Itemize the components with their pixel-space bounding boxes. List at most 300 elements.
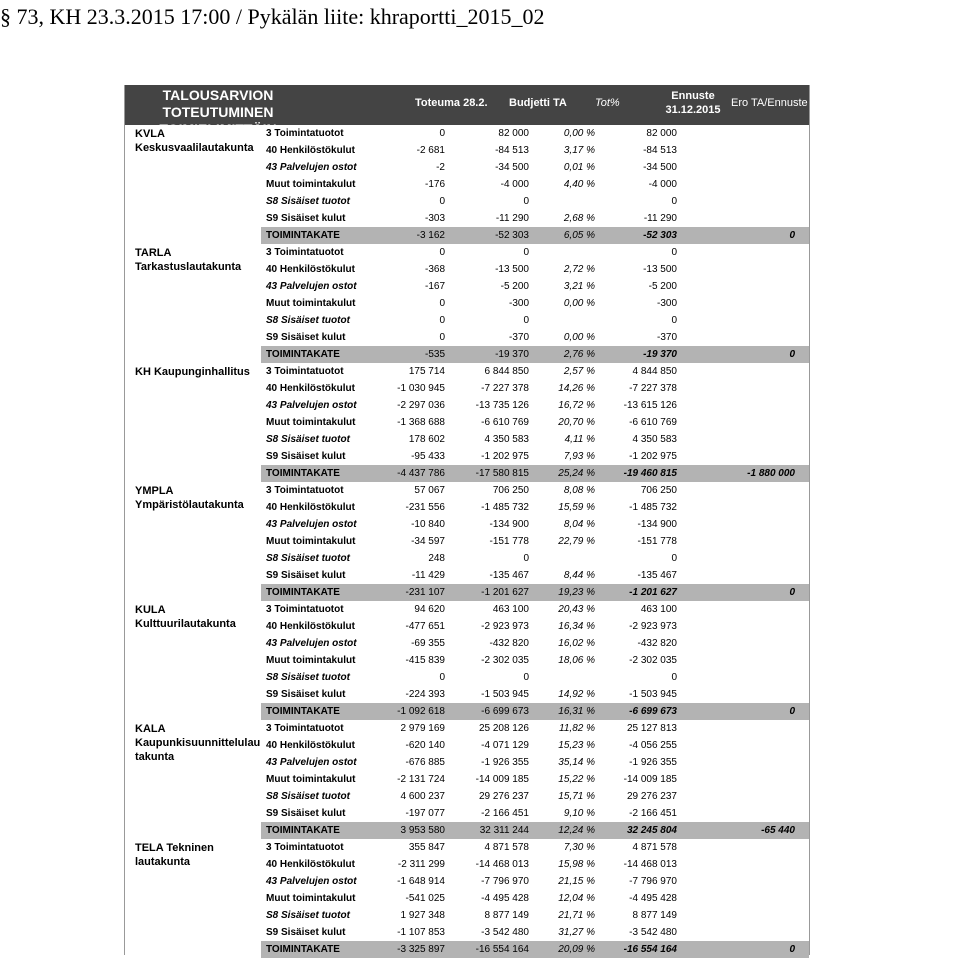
- row-label: Muut toimintakulut: [266, 179, 356, 190]
- column-header-ero: Ero TA/Ennuste: [731, 97, 808, 109]
- table-row: [261, 669, 809, 686]
- cell-ero: -65 440: [761, 825, 795, 836]
- row-label: 40 Henkilöstökulut: [266, 740, 355, 751]
- cell-budjetti: -4 071 129: [481, 740, 529, 751]
- unit-name-line1: KH Kaupunginhallitus: [135, 366, 250, 378]
- column-header-tot: Tot%: [595, 97, 620, 109]
- column-header-budjetti: Budjetti TA: [509, 97, 567, 109]
- cell-ennuste: -1 202 975: [629, 451, 677, 462]
- cell-toteuma: -3 325 897: [397, 944, 445, 955]
- table-row: [261, 295, 809, 312]
- cell-ennuste: -4 056 255: [629, 740, 677, 751]
- cell-budjetti: 4 871 578: [484, 842, 529, 853]
- table-row: [261, 244, 809, 261]
- cell-tot: 21,71 %: [558, 910, 595, 921]
- cell-ennuste: -14 468 013: [623, 859, 677, 870]
- table-row: [261, 210, 809, 227]
- table-row: [261, 397, 809, 414]
- cell-ennuste: -135 467: [637, 570, 677, 581]
- row-label: 40 Henkilöstökulut: [266, 383, 355, 394]
- cell-ennuste: -370: [656, 332, 677, 343]
- cell-budjetti: -13 735 126: [475, 400, 529, 411]
- cell-tot: 12,04 %: [558, 893, 595, 904]
- cell-toteuma: 178 602: [408, 434, 445, 445]
- cell-budjetti: -17 580 815: [475, 468, 529, 479]
- cell-toteuma: -167: [424, 281, 445, 292]
- cell-tot: 7,93 %: [563, 451, 595, 462]
- cell-ennuste: 0: [671, 672, 677, 683]
- table-row: [261, 142, 809, 159]
- cell-ennuste: -16 554 164: [623, 944, 677, 955]
- cell-budjetti: 8 877 149: [484, 910, 529, 921]
- unit-name-line2: Ympäristölautakunta: [135, 499, 244, 511]
- unit-name: [135, 841, 255, 869]
- row-label: 3 Toimintatuotot: [266, 604, 344, 615]
- unit-name-line1: KULA: [135, 604, 166, 616]
- row-label: 43 Palvelujen ostot: [266, 400, 357, 411]
- table-row: [261, 499, 809, 516]
- cell-budjetti: -4 495 428: [481, 893, 529, 904]
- table-row: [261, 193, 809, 210]
- cell-toteuma: -4 437 786: [397, 468, 445, 479]
- cell-toteuma: -477 651: [405, 621, 445, 632]
- cell-ero: 0: [789, 349, 795, 360]
- cell-budjetti: -2 923 973: [481, 621, 529, 632]
- cell-tot: 7,30 %: [563, 842, 595, 853]
- cell-budjetti: 6 844 850: [484, 366, 529, 377]
- cell-toteuma: -1 648 914: [397, 876, 445, 887]
- cell-ennuste: -19 460 815: [623, 468, 677, 479]
- cell-ennuste: -1 926 355: [629, 757, 677, 768]
- cell-budjetti: -3 542 480: [481, 927, 529, 938]
- row-label: S9 Sisäiset kulut: [266, 808, 346, 819]
- cell-toteuma: -69 355: [411, 638, 445, 649]
- cell-ennuste: -2 302 035: [629, 655, 677, 666]
- cell-ennuste: -13 615 126: [623, 400, 677, 411]
- cell-toteuma: -224 393: [405, 689, 445, 700]
- cell-ennuste: -19 370: [643, 349, 677, 360]
- cell-budjetti: -16 554 164: [475, 944, 529, 955]
- row-label: TOIMINTAKATE: [266, 468, 340, 479]
- cell-budjetti: 4 350 583: [484, 434, 529, 445]
- cell-ennuste: 4 871 578: [632, 842, 677, 853]
- cell-toteuma: 0: [439, 332, 445, 343]
- cell-budjetti: 0: [523, 315, 529, 326]
- table-title-line2: TOIMIELIMITTÄIN: [159, 121, 277, 137]
- row-label: S9 Sisäiset kulut: [266, 332, 346, 343]
- row-label: 40 Henkilöstökulut: [266, 502, 355, 513]
- cell-toteuma: -2 297 036: [397, 400, 445, 411]
- row-label: 43 Palvelujen ostot: [266, 876, 357, 887]
- row-label: 3 Toimintatuotot: [266, 128, 344, 139]
- table-row: [261, 805, 809, 822]
- table-row: [261, 380, 809, 397]
- row-label: S8 Sisäiset tuotot: [266, 553, 350, 564]
- cell-toteuma: -620 140: [405, 740, 445, 751]
- cell-tot: 15,71 %: [558, 791, 595, 802]
- cell-ennuste: -7 796 970: [629, 876, 677, 887]
- cell-tot: 2,57 %: [563, 366, 595, 377]
- unit-name: [135, 484, 255, 512]
- cell-toteuma: 0: [439, 672, 445, 683]
- table-row: [261, 431, 809, 448]
- cell-tot: 20,70 %: [558, 417, 595, 428]
- cell-toteuma: -95 433: [411, 451, 445, 462]
- row-label: S8 Sisäiset tuotot: [266, 315, 350, 326]
- cell-toteuma: 175 714: [408, 366, 445, 377]
- cell-ennuste: -300: [656, 298, 677, 309]
- row-label: S8 Sisäiset tuotot: [266, 791, 350, 802]
- cell-tot: 8,04 %: [563, 519, 595, 530]
- cell-ennuste: 0: [671, 196, 677, 207]
- cell-ennuste: 8 877 149: [632, 910, 677, 921]
- cell-tot: 0,01 %: [563, 162, 595, 173]
- unit-name-line2: Kaupunkisuunnittelulau takunta: [135, 737, 261, 763]
- cell-ero: 0: [789, 706, 795, 717]
- cell-tot: 21,15 %: [558, 876, 595, 887]
- cell-tot: 15,23 %: [558, 740, 595, 751]
- cell-budjetti: 706 250: [492, 485, 529, 496]
- row-label: S8 Sisäiset tuotot: [266, 434, 350, 445]
- row-label: 40 Henkilöstökulut: [266, 859, 355, 870]
- cell-budjetti: -1 201 627: [481, 587, 529, 598]
- row-label: Muut toimintakulut: [266, 417, 356, 428]
- cell-budjetti: 25 208 126: [478, 723, 529, 734]
- row-label: 43 Palvelujen ostot: [266, 281, 357, 292]
- cell-budjetti: -1 503 945: [481, 689, 529, 700]
- cell-ennuste: -1 485 732: [629, 502, 677, 513]
- cell-tot: 0,00 %: [563, 298, 595, 309]
- cell-ennuste: -3 542 480: [629, 927, 677, 938]
- cell-toteuma: 0: [439, 128, 445, 139]
- table-row: [261, 771, 809, 788]
- cell-tot: 0,00 %: [563, 128, 595, 139]
- cell-toteuma: -197 077: [405, 808, 445, 819]
- cell-toteuma: -176: [424, 179, 445, 190]
- cell-tot: 4,40 %: [563, 179, 595, 190]
- cell-ero: 0: [789, 230, 795, 241]
- cell-budjetti: -7 796 970: [481, 876, 529, 887]
- cell-toteuma: -1 368 688: [397, 417, 445, 428]
- page-header: § 73, KH 23.3.2015 17:00 / Pykälän liite: khraportti_2015_02: [0, 4, 545, 29]
- unit-name: [135, 365, 255, 379]
- cell-budjetti: 0: [523, 672, 529, 683]
- cell-budjetti: -2 166 451: [481, 808, 529, 819]
- cell-ennuste: -4 000: [648, 179, 677, 190]
- cell-ero: 0: [789, 944, 795, 955]
- cell-toteuma: 4 600 237: [400, 791, 445, 802]
- cell-budjetti: -5 200: [500, 281, 529, 292]
- table-row: [261, 839, 809, 856]
- cell-tot: 16,34 %: [558, 621, 595, 632]
- table-row: [261, 652, 809, 669]
- table-row: [261, 516, 809, 533]
- budget-table: [124, 85, 810, 955]
- cell-budjetti: -7 227 378: [481, 383, 529, 394]
- cell-budjetti: 0: [523, 553, 529, 564]
- table-row-total: [261, 465, 809, 482]
- cell-toteuma: -34 597: [411, 536, 445, 547]
- row-label: S8 Sisäiset tuotot: [266, 910, 350, 921]
- cell-toteuma: -1 092 618: [397, 706, 445, 717]
- cell-budjetti: -370: [508, 332, 529, 343]
- cell-toteuma: 57 067: [414, 485, 445, 496]
- row-label: TOIMINTAKATE: [266, 230, 340, 241]
- column-header-ennuste: [661, 89, 725, 117]
- table-row-total: [261, 703, 809, 720]
- table-row: [261, 125, 809, 142]
- unit-name-line2: Kulttuurilautakunta: [135, 618, 236, 630]
- cell-budjetti: -1 926 355: [481, 757, 529, 768]
- cell-ennuste: -13 500: [643, 264, 677, 275]
- table-row: [261, 720, 809, 737]
- cell-ennuste: 706 250: [640, 485, 677, 496]
- cell-ennuste: -52 303: [643, 230, 677, 241]
- cell-tot: 22,79 %: [558, 536, 595, 547]
- cell-toteuma: 0: [439, 298, 445, 309]
- cell-budjetti: -300: [508, 298, 529, 309]
- row-label: S9 Sisäiset kulut: [266, 451, 346, 462]
- cell-budjetti: 0: [523, 247, 529, 258]
- unit-name-line1: KALA: [135, 723, 166, 735]
- table-title-line1: TALOUSARVION TOTEUTUMINEN: [162, 87, 274, 120]
- table-row-total: [261, 584, 809, 601]
- cell-ennuste: 0: [671, 315, 677, 326]
- cell-tot: 12,24 %: [558, 825, 595, 836]
- cell-toteuma: -2 681: [416, 145, 445, 156]
- row-label: Muut toimintakulut: [266, 655, 356, 666]
- table-row-total: [261, 941, 809, 958]
- unit-name-line1: TARLA: [135, 247, 172, 259]
- table-row: [261, 754, 809, 771]
- cell-ennuste: -7 227 378: [629, 383, 677, 394]
- cell-toteuma: -2 131 724: [397, 774, 445, 785]
- cell-ennuste: -34 500: [643, 162, 677, 173]
- row-label: TOIMINTAKATE: [266, 825, 340, 836]
- cell-tot: 2,68 %: [563, 213, 595, 224]
- cell-ennuste: -1 503 945: [629, 689, 677, 700]
- row-label: S9 Sisäiset kulut: [266, 213, 346, 224]
- cell-tot: 8,08 %: [563, 485, 595, 496]
- row-label: S9 Sisäiset kulut: [266, 570, 346, 581]
- cell-tot: 0,00 %: [563, 332, 595, 343]
- row-label: 3 Toimintatuotot: [266, 485, 344, 496]
- table-row: [261, 448, 809, 465]
- cell-toteuma: -415 839: [405, 655, 445, 666]
- cell-tot: 14,92 %: [558, 689, 595, 700]
- cell-tot: 2,76 %: [563, 349, 595, 360]
- cell-budjetti: -135 467: [489, 570, 529, 581]
- cell-tot: 20,43 %: [558, 604, 595, 615]
- row-label: Muut toimintakulut: [266, 893, 356, 904]
- cell-ennuste: 0: [671, 247, 677, 258]
- cell-budjetti: 463 100: [492, 604, 529, 615]
- row-label: S8 Sisäiset tuotot: [266, 196, 350, 207]
- cell-budjetti: -34 500: [495, 162, 529, 173]
- row-label: TOIMINTAKATE: [266, 706, 340, 717]
- cell-budjetti: 82 000: [498, 128, 529, 139]
- table-row: [261, 176, 809, 193]
- unit-name: [135, 603, 255, 631]
- table-row: [261, 907, 809, 924]
- cell-toteuma: -231 107: [405, 587, 445, 598]
- cell-ennuste: 29 276 237: [626, 791, 677, 802]
- column-header-ennuste-line1: Ennuste: [671, 90, 715, 102]
- column-header-toteuma: Toteuma 28.2.: [415, 97, 488, 109]
- cell-tot: 16,02 %: [558, 638, 595, 649]
- cell-tot: 15,98 %: [558, 859, 595, 870]
- cell-ennuste: 4 350 583: [632, 434, 677, 445]
- cell-ennuste: -2 923 973: [629, 621, 677, 632]
- table-row: [261, 533, 809, 550]
- row-label: S8 Sisäiset tuotot: [266, 672, 350, 683]
- cell-ennuste: -11 290: [643, 213, 677, 224]
- row-label: 43 Palvelujen ostot: [266, 757, 357, 768]
- table-row: [261, 482, 809, 499]
- cell-budjetti: -1 202 975: [481, 451, 529, 462]
- cell-toteuma: 0: [439, 247, 445, 258]
- cell-budjetti: -6 699 673: [481, 706, 529, 717]
- row-label: 43 Palvelujen ostot: [266, 162, 357, 173]
- cell-budjetti: -134 900: [489, 519, 529, 530]
- cell-tot: 14,26 %: [558, 383, 595, 394]
- cell-budjetti: -19 370: [495, 349, 529, 360]
- row-label: 40 Henkilöstökulut: [266, 145, 355, 156]
- row-label: Muut toimintakulut: [266, 298, 356, 309]
- row-label: 40 Henkilöstökulut: [266, 621, 355, 632]
- cell-tot: 25,24 %: [558, 468, 595, 479]
- cell-ennuste: -84 513: [643, 145, 677, 156]
- row-label: 43 Palvelujen ostot: [266, 638, 357, 649]
- table-row: [261, 618, 809, 635]
- cell-toteuma: 1 927 348: [400, 910, 445, 921]
- cell-tot: 15,22 %: [558, 774, 595, 785]
- unit-name-line2: Keskusvaalilautakunta: [135, 142, 254, 154]
- cell-tot: 9,10 %: [563, 808, 595, 819]
- table-row-total: [261, 822, 809, 839]
- row-label: S9 Sisäiset kulut: [266, 927, 346, 938]
- cell-toteuma: -535: [424, 349, 445, 360]
- cell-ero: 0: [789, 587, 795, 598]
- cell-toteuma: -676 885: [405, 757, 445, 768]
- cell-toteuma: -2: [436, 162, 445, 173]
- cell-toteuma: -303: [424, 213, 445, 224]
- cell-ennuste: -5 200: [648, 281, 677, 292]
- table-row: [261, 567, 809, 584]
- row-label: 3 Toimintatuotot: [266, 366, 344, 377]
- cell-budjetti: -52 303: [495, 230, 529, 241]
- table-row: [261, 414, 809, 431]
- table-row: [261, 550, 809, 567]
- cell-ero: -1 880 000: [747, 468, 795, 479]
- unit-name: [135, 246, 255, 274]
- row-label: Muut toimintakulut: [266, 536, 356, 547]
- table-row: [261, 261, 809, 278]
- cell-ennuste: 463 100: [640, 604, 677, 615]
- cell-ennuste: -2 166 451: [629, 808, 677, 819]
- cell-budjetti: -6 610 769: [481, 417, 529, 428]
- cell-tot: 3,17 %: [563, 145, 595, 156]
- table-row-total: [261, 346, 809, 363]
- cell-budjetti: -11 290: [495, 213, 529, 224]
- cell-tot: 20,09 %: [558, 944, 595, 955]
- cell-ennuste: -1 201 627: [629, 587, 677, 598]
- cell-budjetti: -14 009 185: [475, 774, 529, 785]
- table-row: [261, 737, 809, 754]
- cell-ennuste: 25 127 813: [626, 723, 677, 734]
- row-label: 3 Toimintatuotot: [266, 842, 344, 853]
- cell-ennuste: 4 844 850: [632, 366, 677, 377]
- cell-toteuma: -231 556: [405, 502, 445, 513]
- cell-budjetti: -1 485 732: [481, 502, 529, 513]
- cell-budjetti: -4 000: [500, 179, 529, 190]
- cell-budjetti: -151 778: [489, 536, 529, 547]
- cell-tot: 16,31 %: [558, 706, 595, 717]
- unit-name-line1: TELA Tekninen: [135, 842, 214, 854]
- table-row: [261, 601, 809, 618]
- unit-name-line1: YMPLA: [135, 485, 174, 497]
- cell-tot: 2,72 %: [563, 264, 595, 275]
- cell-tot: 35,14 %: [558, 757, 595, 768]
- cell-budjetti: 29 276 237: [478, 791, 529, 802]
- row-label: 43 Palvelujen ostot: [266, 519, 357, 530]
- cell-tot: 6,05 %: [563, 230, 595, 241]
- cell-toteuma: -10 840: [411, 519, 445, 530]
- cell-tot: 18,06 %: [558, 655, 595, 666]
- column-header-ennuste-line2: 31.12.2015: [665, 104, 721, 116]
- row-label: TOIMINTAKATE: [266, 944, 340, 955]
- cell-toteuma: 355 847: [408, 842, 445, 853]
- cell-tot: 11,82 %: [559, 723, 595, 734]
- table-row: [261, 873, 809, 890]
- cell-ennuste: -14 009 185: [623, 774, 677, 785]
- row-label: TOIMINTAKATE: [266, 349, 340, 360]
- cell-toteuma: 248: [428, 553, 445, 564]
- table-row: [261, 890, 809, 907]
- cell-toteuma: -541 025: [405, 893, 445, 904]
- table-row: [261, 686, 809, 703]
- unit-name-line2: Tarkastuslautakunta: [135, 261, 242, 273]
- cell-toteuma: 94 620: [414, 604, 445, 615]
- row-label: Muut toimintakulut: [266, 774, 356, 785]
- table-row-total: [261, 227, 809, 244]
- table-row: [261, 788, 809, 805]
- cell-toteuma: -2 311 299: [397, 859, 445, 870]
- cell-ennuste: -432 820: [637, 638, 677, 649]
- table-row: [261, 329, 809, 346]
- row-label: 40 Henkilöstökulut: [266, 264, 355, 275]
- row-label: 3 Toimintatuotot: [266, 723, 344, 734]
- cell-budjetti: -13 500: [495, 264, 529, 275]
- cell-toteuma: -1 107 853: [397, 927, 445, 938]
- table-row: [261, 924, 809, 941]
- cell-toteuma: 2 979 169: [400, 723, 445, 734]
- cell-budjetti: -14 468 013: [475, 859, 529, 870]
- table-row: [261, 278, 809, 295]
- cell-ennuste: -4 495 428: [629, 893, 677, 904]
- cell-budjetti: -84 513: [495, 145, 529, 156]
- cell-tot: 16,72 %: [558, 400, 595, 411]
- unit-name: [135, 722, 261, 764]
- cell-toteuma: 0: [439, 315, 445, 326]
- cell-toteuma: -11 429: [411, 570, 445, 581]
- row-label: S9 Sisäiset kulut: [266, 689, 346, 700]
- cell-toteuma: -3 162: [416, 230, 445, 241]
- cell-toteuma: 3 953 580: [400, 825, 445, 836]
- table-row: [261, 635, 809, 652]
- cell-tot: 19,23 %: [558, 587, 595, 598]
- cell-ennuste: 0: [671, 553, 677, 564]
